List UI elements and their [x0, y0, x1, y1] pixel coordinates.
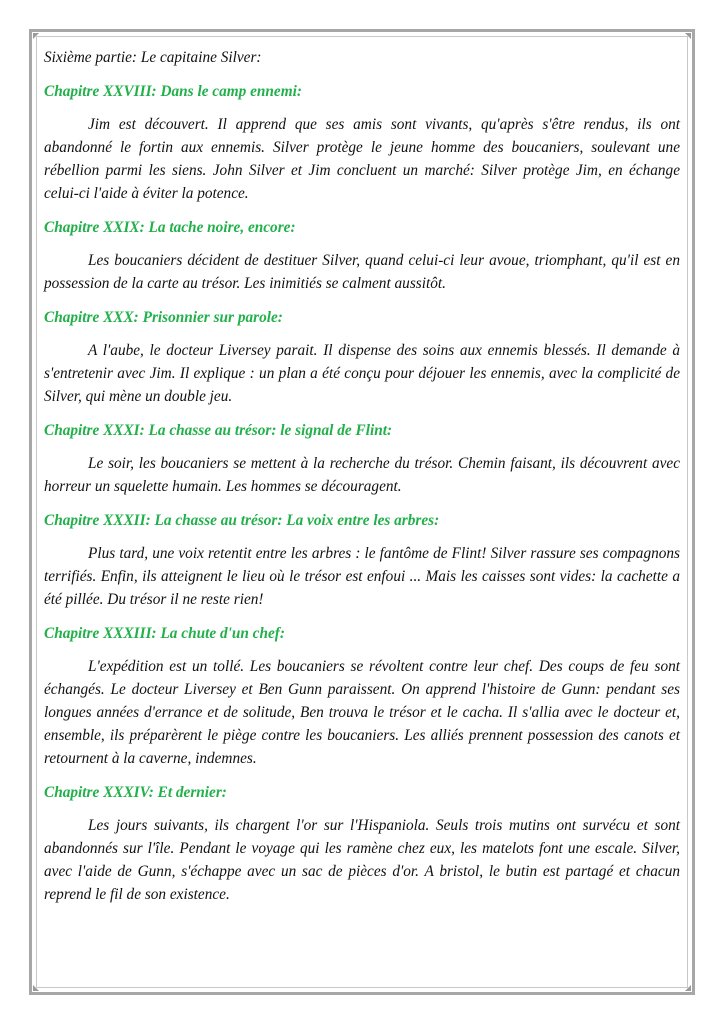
chapter-section	[44, 80, 680, 205]
chapter-title: Chapitre XXX: Prisonnier sur parole:	[44, 309, 283, 326]
chapter-section	[44, 306, 680, 408]
chapter-title: Chapitre XXVIII: Dans le camp ennemi:	[44, 83, 302, 100]
document-body	[44, 46, 680, 917]
chapter-section	[44, 781, 680, 906]
chapter-summary: Les jours suivants, ils chargent l'or sur l'Hispaniola. Seuls trois mutins ont survécu et sont abandonnés sur l'île. Pendant le voyage qui les ramène chez eux, les matelots font une escale. Silver, avec l'aide de Gunn, s'échappe avec un sac de pièces d'or. A bristol, le butin est partagé et chacun reprend le fil de son existence.	[44, 817, 680, 903]
chapter-section	[44, 419, 680, 498]
chapter-title: Chapitre XXXIV: Et dernier:	[44, 784, 227, 801]
chapter-summary: Le soir, les boucaniers se mettent à la recherche du trésor. Chemin faisant, ils découvrent avec horreur un squelette humain. Les hommes se découragent.	[44, 455, 680, 495]
chapter-title: Chapitre XXIX: La tache noire, encore:	[44, 219, 296, 236]
chapter-title: Chapitre XXXII: La chasse au trésor: La voix entre les arbres:	[44, 512, 440, 529]
chapter-section	[44, 509, 680, 611]
corner-ornament-top-right	[685, 33, 691, 39]
chapter-summary: Plus tard, une voix retentit entre les arbres : le fantôme de Flint! Silver rassure ses compagnons terrifiés. Enfin, ils atteignent le lieu où le trésor est enfoui ... Mais les caisses sont vides: la cachette a été pillée. Du trésor il ne reste rien!	[44, 545, 680, 608]
chapter-summary: A l'aube, le docteur Liversey parait. Il dispense des soins aux ennemis blessés. Il demande à s'entretenir avec Jim. Il explique : un plan a été conçu pour déjouer les ennemis, avec la complicité de Silver, qui mène un double jeu.	[44, 342, 680, 405]
corner-ornament-bottom-left	[33, 985, 39, 991]
chapter-section	[44, 622, 680, 770]
chapter-title: Chapitre XXXI: La chasse au trésor: le signal de Flint:	[44, 422, 393, 439]
chapter-summary: Jim est découvert. Il apprend que ses amis sont vivants, qu'après s'être rendus, ils ont abandonné le fortin aux ennemis. Silver protège le jeune homme des boucaniers, soulevant une rébellion parmi les siens. John Silver et Jim concluent un marché: Silver protège Jim, en échange celui-ci l'aide à éviter la potence.	[44, 116, 680, 202]
part-title: Sixième partie: Le capitaine Silver:	[44, 49, 262, 66]
chapter-title: Chapitre XXXIII: La chute d'un chef:	[44, 625, 285, 642]
corner-ornament-bottom-right	[685, 985, 691, 991]
corner-ornament-top-left	[33, 33, 39, 39]
chapter-section	[44, 216, 680, 295]
chapter-summary: L'expédition est un tollé. Les boucaniers se révoltent contre leur chef. Des coups de feu sont échangés. Le docteur Liversey et Ben Gunn paraissent. On apprend l'histoire de Gunn: pendant ses longues années d'errance et de solitude, Ben trouva le trésor et le cacha. Il s'allia avec le docteur et, ensemble, ils préparèrent le piège contre les boucaniers. Les alliés prennent possession des canots et retournent à la caverne, indemnes.	[44, 658, 680, 767]
chapter-summary: Les boucaniers décident de destituer Silver, quand celui-ci leur avoue, triomphant, qu'il est en possession de la carte au trésor. Les inimitiés se calment aussitôt.	[44, 252, 680, 292]
